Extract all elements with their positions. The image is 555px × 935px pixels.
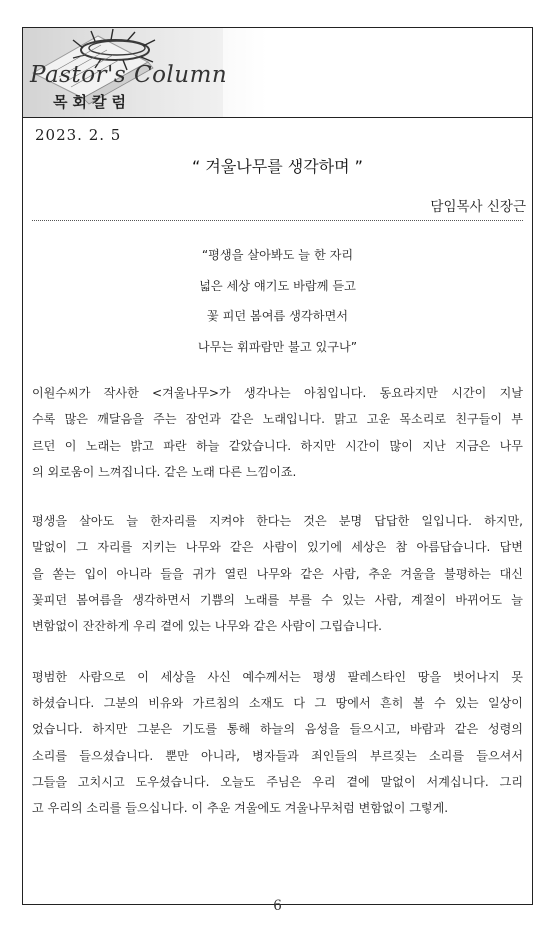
paragraph-line: 고 우리의 소리를 들으십니다. 이 추운 겨울에도 겨울나무처럼 변함없이 그렇게. [32,801,449,816]
paragraph-line: 평생을 살아도 늘 한자리를 지켜야 한다는 것은 분명 답답한 일입니다. 하지만, [32,514,523,529]
paragraph-line: 말없이 그 자리를 지키는 나무와 같은 사람이 있기에 세상은 참 아름답습니다. 답변 [32,540,523,555]
column-date: 2023. 2. 5 [35,126,122,144]
paragraph-line: 소리를 들으셨습니다. 뿐만 아니라, 병자들과 죄인들의 부르짖는 소리를 들으셔서 [32,748,523,763]
paragraph-line: 꽃피던 봄여름을 생각하면서 기쁨의 노래를 부를 수 있는 사람, 계절이 바뀌어도 늘 [32,593,523,608]
paragraph-line: 변함없이 잔잔하게 우리 곁에 있는 나무와 같은 사람이 그립습니다. [32,619,383,634]
column-header [23,28,532,118]
paragraph-line: 의 외로움이 느껴집니다. 같은 노래 다른 느낌이죠. [32,464,297,479]
article-title: “ 겨울나무를 생각하며 ” [192,157,363,176]
paragraph-line: 르던 이 노래는 밝고 파란 하늘 같았습니다. 하지만 시간이 많이 지난 지금은 나무 [32,438,523,453]
paragraph-line: 었습니다. 하지만 그분은 기도를 통해 하늘의 음성을 들으시고, 바람과 같은 성령의 [32,722,523,737]
poem-line: 넓은 세상 얘기도 바람께 듣고 [199,278,356,293]
masthead-korean-title: 목회칼럼 [53,93,131,111]
paragraph-line: 하셨습니다. 그분의 비유와 가르침의 소재도 다 그 땅에서 흔히 볼 수 있는 일상이 [32,695,523,710]
paragraph-line: 그들을 고치시고 도우셨습니다. 오늘도 주님은 우리 곁에 말없이 서계십니다. 그리 [32,774,523,789]
paragraph [32,508,523,639]
dotted-divider [32,220,523,221]
poem-quote [23,240,532,362]
paragraph-line: 을 쏟는 입이 아니라 들을 귀가 열린 나무와 같은 사람, 추운 겨울을 불평하는 대신 [32,566,523,581]
paragraph-line: 이원수씨가 작사한 <겨울나무>가 생각나는 아침입니다. 동요라지만 시간이 지날 [32,386,523,400]
poem-line: “평생을 살아봐도 늘 한 자리 [201,248,354,262]
poem-line: 나무는 휘파람만 불고 있구나” [197,339,358,354]
page-number: 6 [273,898,282,914]
poem-line: 꽃 피던 봄여름 생각하면서 [206,309,349,323]
paragraph-line: 평범한 사람으로 이 세상을 사신 예수께서는 평생 팔레스타인 땅을 벗어나지 못 [32,669,523,684]
paragraph [32,380,523,485]
paragraph [32,664,523,822]
paragraph-line: 수록 많은 깨달음을 주는 잠언과 같은 노래입니다. 맑고 고운 목소리로 친구들이 부 [32,412,523,427]
article-body [32,380,523,821]
column-frame [22,27,533,905]
masthead-title: Pastor's Column [30,62,228,88]
article-author: 담임목사 신장근 [430,199,526,215]
